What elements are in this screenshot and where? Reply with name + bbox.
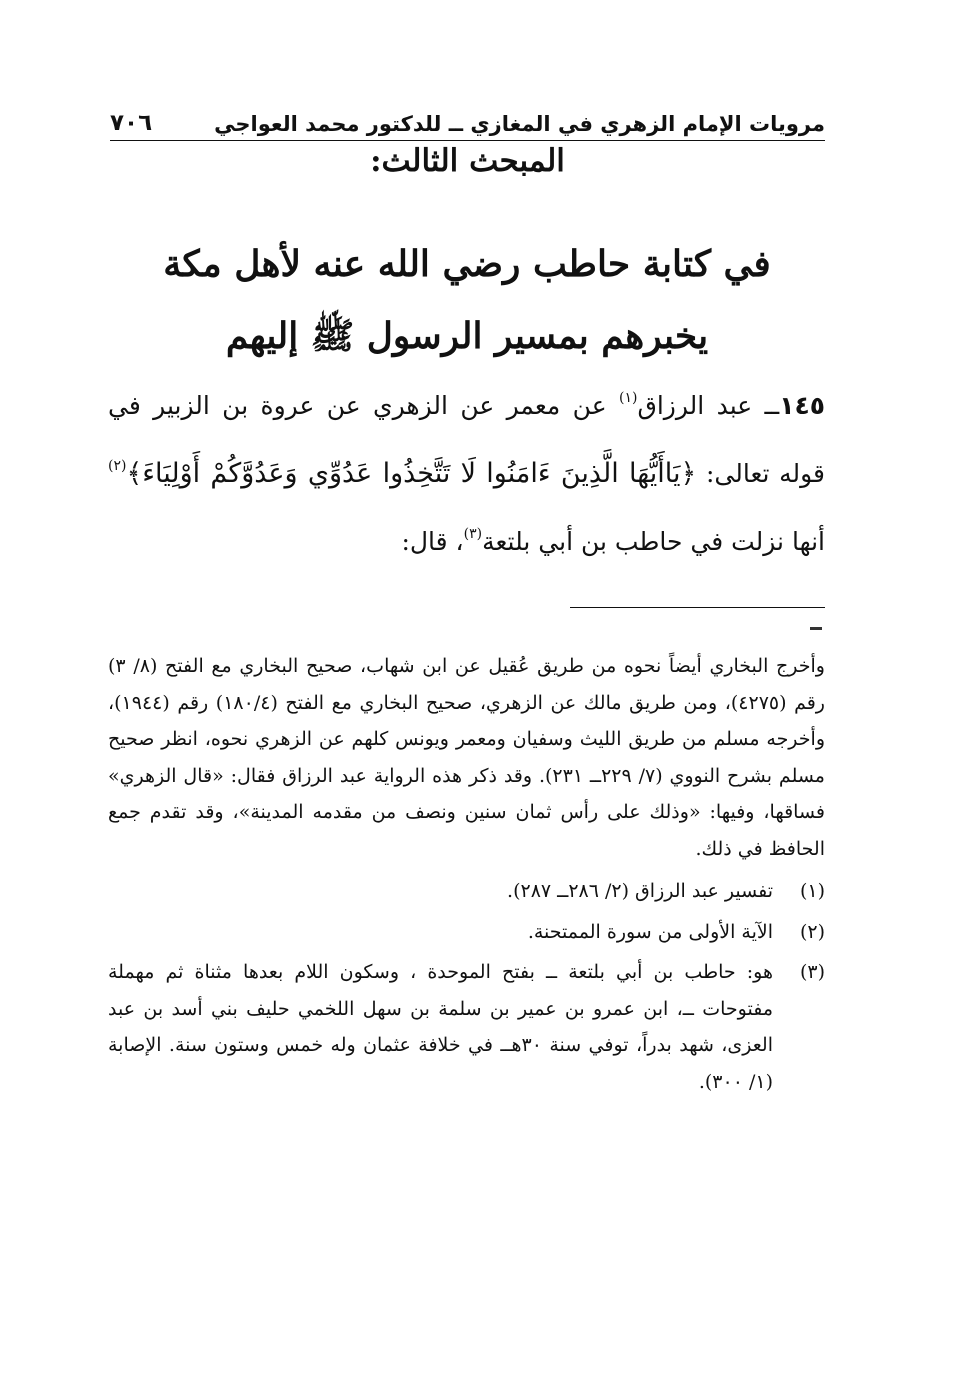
footnote-continuation: وأخرج البخاري أيضاً نحوه من طريق عُقيل عن ابن شهاب، صحيح البخاري مع الفتح (٨/ ٣) رقم (٤٢٧٥)، ومن طريق مالك عن الزهري، صحيح البخاري مع الفتح (١٨٠/٤) رقم (١٩٤٤)، وأخرجه مسلم من طريق الليث وسفيان ومعمر ويونس كلهم عن الزهري نحوه، انظر صحيح مسلم بشرح النووي (٧/ ٢٢٩ــ ٢٣١). وقد ذكر هذه الرواية عبد الرزاق فقال: «قال الزهري» فساقها، وفيها: «وذلك على رأس ثمان سنين ونصف من مقدمه المدينة»، وقد تقدم جمع الحافظ في ذلك. bbox=[108, 655, 825, 860]
footnote-ref-1[interactable]: (١) bbox=[619, 390, 638, 406]
hadith-number: ١٤٥ bbox=[779, 391, 825, 420]
footnote-3 bbox=[108, 954, 825, 1100]
running-header bbox=[110, 96, 825, 141]
footnote-1 bbox=[108, 873, 825, 910]
footnote-separator bbox=[570, 607, 825, 608]
page-number: ٧٠٦ bbox=[110, 110, 153, 136]
footnote-ref-2[interactable]: (٢) bbox=[108, 458, 127, 474]
book-title: مرويات الإمام الزهري في المغازي ــ للدكتور محمد العواجي bbox=[214, 112, 825, 136]
footnote-text: تفسير عبد الرزاق (٢/ ٢٨٦ــ ٢٨٧). bbox=[507, 880, 773, 902]
footnote-continuation-mark bbox=[810, 627, 822, 630]
footnote-text: هو: حاطب بن أبي بلتعة ــ بفتح الموحدة ، وسكون اللام بعدها مثناة ثم مهملة مفتوحات ــ، ابن عمرو بن عمير بن سلمة بن سهل اللخمي حليف بني أسد بن عبد العزى، شهد بدراً، توفي سنة ٣٠هــ في خلافة عثمان وله خمس وستون سنة. الإصابة (١/ ٣٠٠). bbox=[108, 961, 773, 1093]
body-text-1: عبد الرزاق bbox=[637, 391, 753, 420]
footnote-number: (٣) bbox=[799, 961, 825, 983]
quran-verse: ﴿يَاأَيُّهَا الَّذِينَ ءَامَنُوا لَا تَتَّخِذُوا عَدُوِّي وَعَدُوَّكُمْ أَوْلِيَاءَ﴾ bbox=[126, 458, 697, 489]
footnote-text: الآية الأولى من سورة الممتحنة. bbox=[527, 920, 773, 943]
section-heading: المبحث الثالث: bbox=[370, 143, 565, 179]
body-text-2: عن معمر عن الزهري عن عروة بن الزبير في قوله تعالى: bbox=[108, 391, 825, 488]
footnote-number: (١) bbox=[799, 880, 825, 902]
footnote-ref-3[interactable]: (٣) bbox=[463, 526, 483, 542]
body-text-4: ، قال: bbox=[401, 527, 464, 556]
main-paragraph bbox=[108, 372, 825, 576]
chapter-title: في كتابة حاطب رضي الله عنه لأهل مكة يخبرهم بمسير الرسول ﷺ إليهم bbox=[163, 243, 771, 357]
footnote-2 bbox=[108, 914, 825, 951]
body-text-3: أنها نزلت في حاطب بن أبي بلتعة bbox=[482, 527, 825, 556]
hadith-dash: ــ bbox=[764, 391, 780, 420]
footnote-number: (٢) bbox=[799, 920, 825, 943]
footnotes bbox=[108, 648, 825, 1104]
